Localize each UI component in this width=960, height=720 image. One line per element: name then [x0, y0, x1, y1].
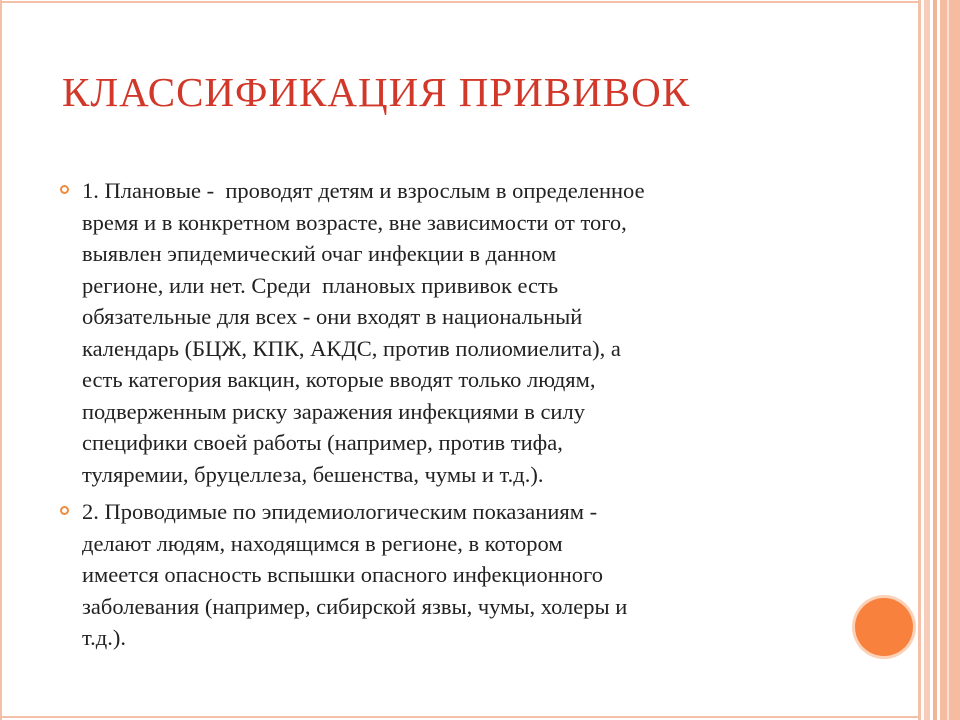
decorative-circle-icon: [855, 598, 913, 656]
bullet-circle-icon: [60, 185, 69, 194]
slide-border-left: [0, 0, 2, 720]
bullet-item: [60, 175, 820, 490]
bullet-item: [60, 496, 820, 654]
bullet-text: 2. Проводимые по эпидемиологическим показаниям - делают людям, находящимся в регионе, в котором имеется опасность вспышки опасного инфекционного заболевания (например, сибирской язвы, чумы, холеры и т.д.).: [82, 499, 628, 650]
decorative-stripe: [947, 0, 949, 720]
decorative-stripe: [940, 0, 960, 720]
bullet-circle-icon: [60, 506, 69, 515]
decorative-stripe: [924, 0, 930, 720]
slide-border-bottom: [0, 716, 918, 718]
bullet-text: 1. Плановые - проводят детям и взрослым в определенное время и в конкретном возрасте, вне зависимости от того, выявлен эпидемический очаг инфекции в данном регионе, или нет. Среди плановых прививок есть обязательные для всех - они входят в национальный календарь (БЦЖ, КПК, АКДС, против полиомиелита), а есть категория вакцин, которые вводят только людям, подверженным риску заражения инфекциями в силу специфики своей работы (например, против тифа, туляремии, бруцеллеза, бешенства, чумы и т.д.).: [82, 178, 645, 487]
decorative-stripe: [918, 0, 921, 720]
slide-border-top: [0, 1, 918, 3]
bullet-list: [60, 175, 820, 660]
slide-title: КЛАССИФИКАЦИЯ ПРИВИВОК: [62, 69, 691, 115]
decorative-stripe: [933, 0, 937, 720]
